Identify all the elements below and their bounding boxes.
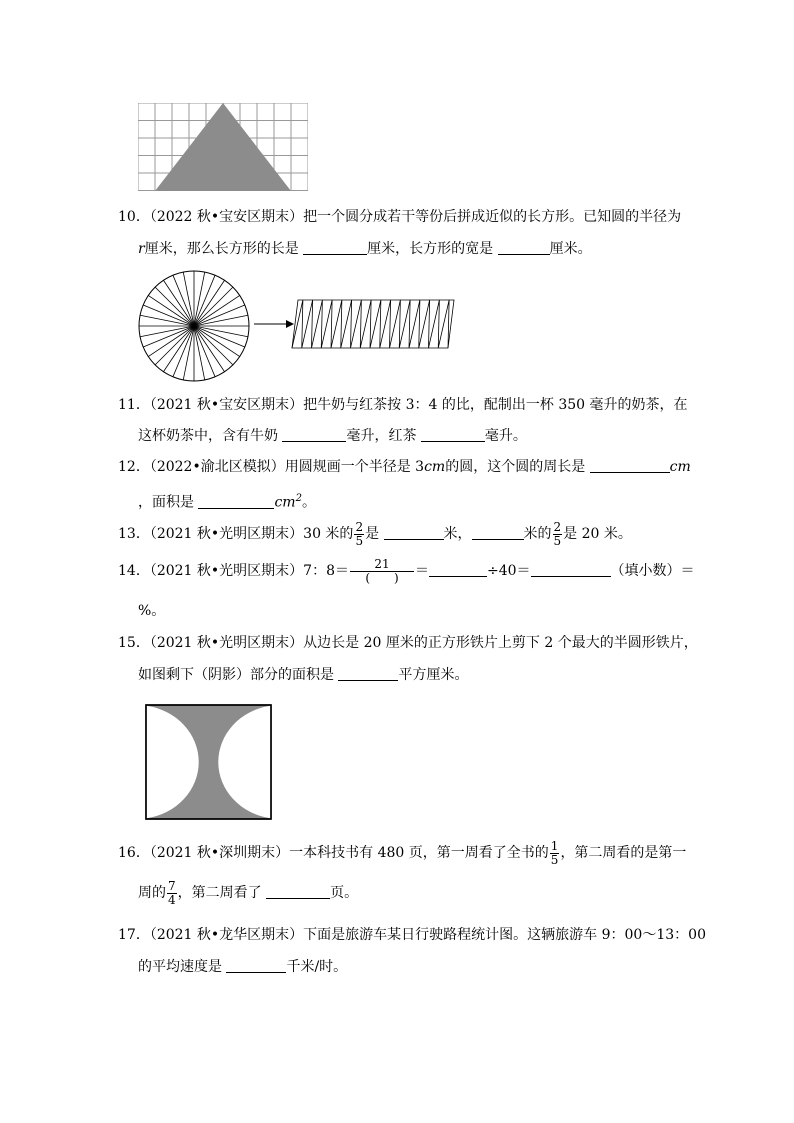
q15-text-c: 平方厘米。: [398, 667, 469, 683]
q13-text-b: 是: [365, 526, 380, 542]
q10-blank-width[interactable]: [498, 240, 550, 255]
q14-percent: %。: [138, 603, 166, 619]
q17-line2: [138, 958, 347, 976]
q11-line1: [118, 396, 688, 414]
q10-var-r: r: [138, 241, 145, 257]
q14-source: （2021 秋•光明区期末）: [149, 563, 304, 579]
square-semicircles-figure: [145, 704, 273, 820]
q16-line2: [138, 878, 358, 908]
q14-eq: ＝: [415, 563, 429, 579]
q17-line1: [118, 926, 706, 944]
q10-source: （2022 秋•宝安区期末）: [149, 209, 304, 225]
q12-blank-circumference[interactable]: [590, 458, 670, 473]
q12-unit-cm: cm: [424, 459, 446, 475]
q12-text-b: 的圆，这个圆的周长是: [445, 459, 586, 475]
q11-blank-milk[interactable]: [282, 427, 346, 442]
shaded-triangle: [155, 103, 291, 191]
q14-blank-2[interactable]: [531, 562, 611, 577]
q13-text-c: 米，: [443, 526, 472, 542]
q17-number: 17．: [118, 927, 150, 943]
q13-fraction-2: $\frac{2}{5}$: [553, 519, 562, 548]
q10-line1: [118, 208, 681, 226]
arrow-icon: [254, 318, 294, 330]
q10-text-b: 厘米，那么长方形的长是: [144, 241, 299, 257]
q12-number: 12．: [118, 459, 150, 475]
q11-source: （2021 秋•宝安区期末）: [149, 397, 304, 413]
q12-text-d: 。: [301, 494, 316, 511]
q17-text-a: 下面是旅游车某日行驶路程统计图。这辆旅游车 9：00～13：00: [303, 927, 706, 943]
q11-blank-tea[interactable]: [421, 427, 485, 442]
q17-text-c: 千米/时。: [286, 959, 348, 975]
q11-number: 11．: [118, 397, 150, 413]
q10-text-a: 把一个圆分成若干等份后拼成近似的长方形。已知圆的半径为: [303, 209, 682, 225]
q12-unit-cm-end: cm: [669, 459, 691, 475]
q16-fraction-1: $\frac{1}{5}$: [550, 838, 559, 867]
q14-line2: [138, 602, 165, 620]
q14-line1: [118, 556, 695, 586]
q16-text-b: ，第二周看的是第一: [560, 845, 687, 861]
q16-source: （2021 秋•深圳期末）: [149, 845, 290, 861]
q15-text-b: 如图剩下（阴影）部分的面积是: [138, 667, 334, 683]
q15-source: （2021 秋•光明区期末）: [149, 635, 304, 651]
q12-unit-cm2: cm: [274, 494, 296, 511]
q17-text-b: 的平均速度是: [138, 959, 222, 975]
q13-blank-1[interactable]: [384, 525, 444, 540]
q16-text-d: ，第二周看了: [177, 885, 262, 901]
q11-text-a: 把牛奶与红茶按 3：4 的比，配制出一杯 350 毫升的奶茶，在: [303, 397, 688, 413]
q12-text-a: 用圆规画一个半径是 3: [284, 459, 425, 475]
q13-fraction-1: $\frac{2}{5}$: [355, 519, 364, 548]
q12-sup2: 2: [295, 493, 302, 504]
q13-text-d: 米的: [523, 526, 552, 542]
q15-line1: [118, 634, 698, 652]
q16-text-e: 页。: [330, 885, 359, 901]
q12-line2: [138, 490, 316, 512]
q11-line2: [138, 427, 527, 445]
q13-line: [118, 520, 632, 548]
q14-text-b: （填小数）＝: [610, 563, 695, 579]
q12-text-c: ，面积是: [138, 494, 194, 511]
circle-sectors-figure: [136, 268, 252, 384]
q13-blank-2[interactable]: [472, 525, 524, 540]
q13-source: （2021 秋•光明区期末）: [149, 526, 304, 542]
q13-number: 13．: [118, 526, 150, 542]
q16-number: 16．: [118, 845, 150, 861]
q16-text-a: 一本科技书有 480 页，第一周看了全书的: [289, 845, 549, 861]
q10-text-c: 厘米，长方形的宽是: [367, 241, 494, 257]
q11-text-d: 毫升。: [484, 428, 527, 444]
q11-text-b: 这杯奶茶中，含有牛奶: [138, 428, 278, 444]
q14-fraction[interactable]: $\frac{21}{( )}$: [350, 558, 414, 585]
q13-text-a: 30 米的: [303, 526, 354, 542]
q14-blank-1[interactable]: [429, 562, 487, 577]
q12-line1: [118, 458, 691, 476]
q11-text-c: 毫升，红茶: [346, 428, 417, 444]
q15-line2: [138, 666, 468, 684]
q16-text-c: 周的: [138, 885, 166, 901]
q15-blank-area[interactable]: [338, 666, 398, 681]
q12-blank-area[interactable]: [198, 494, 274, 509]
q15-number: 15．: [118, 635, 150, 651]
q10-line2: [138, 240, 592, 258]
q15-text-a: 从边长是 20 厘米的正方形铁片上剪下 2 个最大的半圆形铁片，: [303, 635, 698, 651]
grid-triangle-figure: [138, 103, 308, 192]
q14-number: 14．: [118, 563, 150, 579]
q10-blank-length[interactable]: [303, 240, 367, 255]
approx-rectangle-figure: [290, 298, 458, 350]
q16-line1: [118, 838, 686, 868]
q10-number: 10．: [118, 209, 150, 225]
q16-fraction-2: $\frac{7}{4}$: [168, 878, 176, 907]
q14-text-a: 7：8＝: [303, 563, 349, 579]
q17-source: （2021 秋•龙华区期末）: [149, 927, 304, 943]
q10-text-d: 厘米。: [549, 241, 592, 257]
q14-div40: ÷40＝: [487, 563, 531, 579]
q12-source: （2022•渝北区模拟）: [149, 459, 285, 475]
q16-blank-pages[interactable]: [266, 884, 330, 899]
q13-text-e: 是 20 米。: [563, 526, 632, 542]
q17-blank-speed[interactable]: [226, 958, 286, 973]
